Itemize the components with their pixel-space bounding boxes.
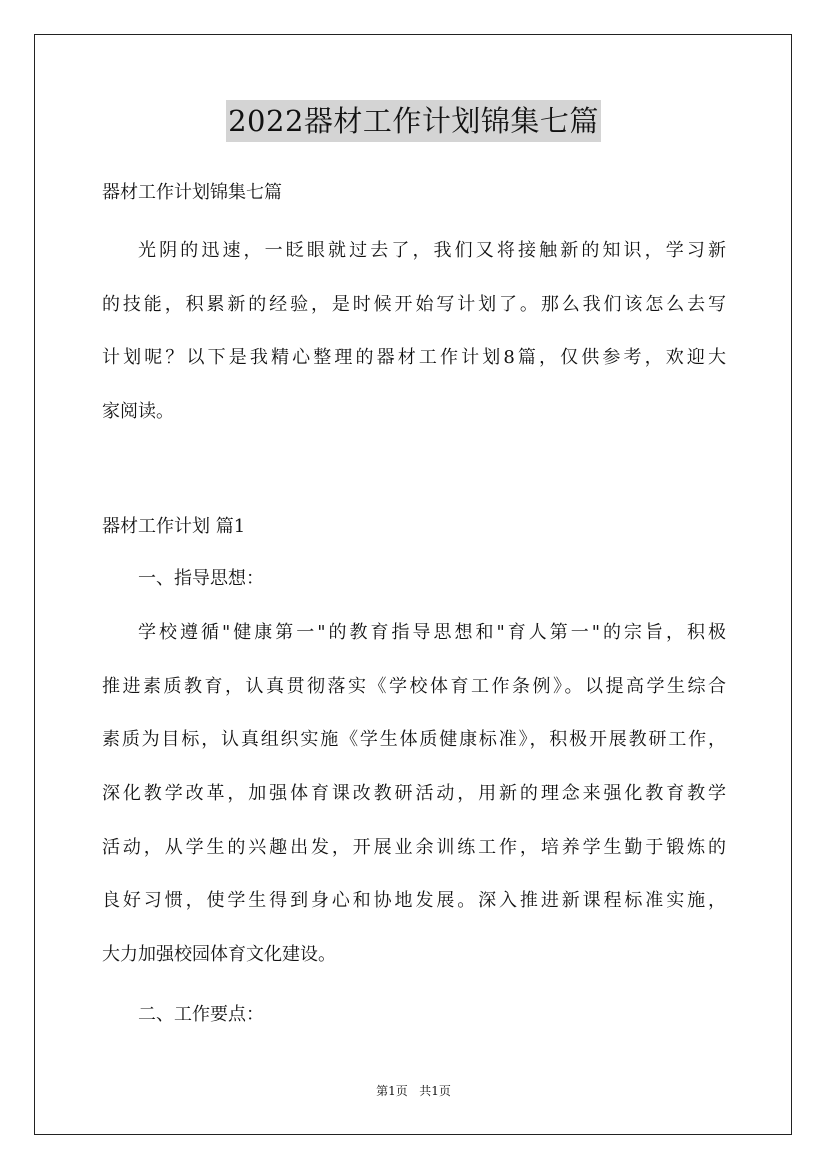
document-subtitle: 器材工作计划锦集七篇 <box>102 182 282 203</box>
document-body <box>102 176 726 1032</box>
section-heading: 一、指导思想： <box>138 567 264 589</box>
body-paragraph <box>102 606 726 982</box>
page-number: 第1页 <box>376 1084 408 1098</box>
section-heading: 二、工作要点： <box>138 1003 264 1025</box>
intro-line: 家阅读。 <box>102 401 174 423</box>
page-total: 共1页 <box>419 1084 451 1098</box>
paragraph-line: 活动，从学生的兴趣出发，开展业余训练工作，培养学生勤于锻炼的 <box>102 836 726 858</box>
paragraph-line: 推进素质教育，认真贯彻落实《学校体育工作条例》。以提高学生综合 <box>102 675 726 697</box>
paragraph-line: 素质为目标，认真组织实施《学生体质健康标准》，积极开展教研工作， <box>102 729 726 751</box>
intro-line: 的技能，积累新的经验，是时候开始写计划了。那么我们该怎么去写 <box>102 293 726 315</box>
paragraph-line: 良好习惯，使学生得到身心和协地发展。深入推进新课程标准实施， <box>102 890 726 912</box>
section-title: 器材工作计划 篇1 <box>102 515 246 537</box>
paragraph-line: 学校遵循"健康第一"的教育指导思想和"育人第一"的宗旨，积极 <box>138 621 726 643</box>
document-title[interactable]: 2022器材工作计划锦集七篇 <box>226 100 601 142</box>
paragraph-line: 深化教学改革，加强体育课改教研活动，用新的理念来强化教育教学 <box>102 782 726 804</box>
intro-line: 光阴的迅速，一眨眼就过去了，我们又将接触新的知识，学习新 <box>138 240 726 261</box>
paragraph-line: 大力加强校园体育文化建设。 <box>102 944 336 966</box>
intro-line: 计划呢？以下是我精心整理的器材工作计划8篇，仅供参考，欢迎大 <box>102 347 726 369</box>
intro-paragraph <box>102 224 726 439</box>
title-container <box>0 100 827 142</box>
page-footer <box>0 1083 827 1099</box>
